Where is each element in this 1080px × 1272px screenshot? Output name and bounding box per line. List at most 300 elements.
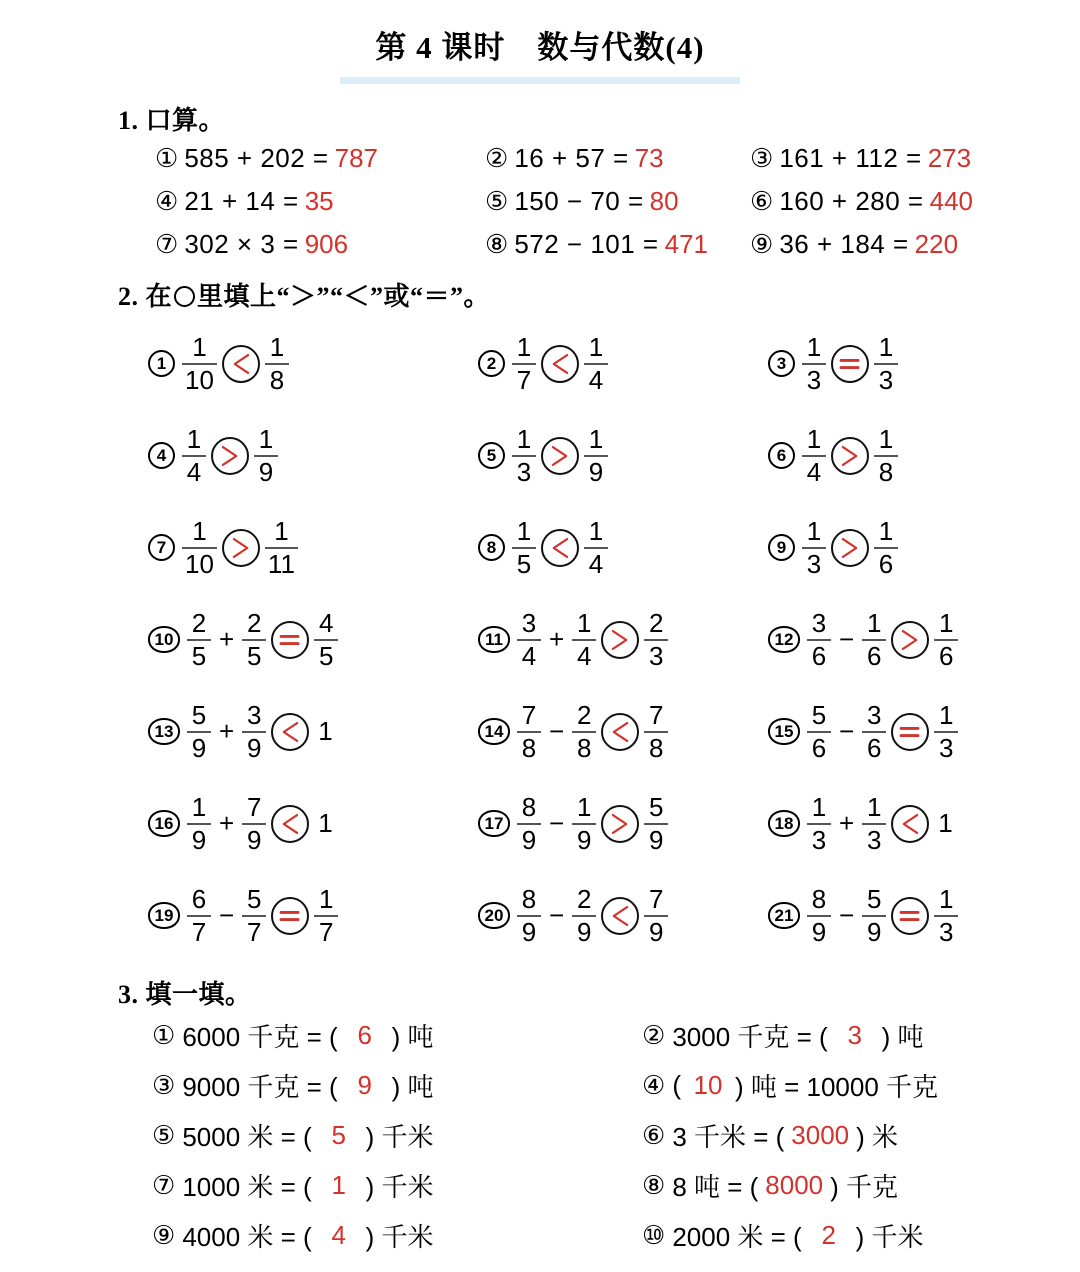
item-index: 5 xyxy=(478,442,505,469)
comparison-answer-circle[interactable] xyxy=(831,529,869,567)
oral-calc-answer[interactable]: 440 xyxy=(929,186,974,216)
fraction-denominator: 3 xyxy=(516,456,532,487)
fill-blank-answer[interactable]: 3 xyxy=(847,1020,862,1050)
compare-item xyxy=(768,781,1080,866)
fraction xyxy=(862,607,886,671)
fraction-numerator: 1 xyxy=(811,791,827,822)
operator-symbol: + xyxy=(549,624,565,654)
compare-item xyxy=(148,781,478,866)
fraction-denominator: 5 xyxy=(191,640,207,671)
fraction xyxy=(802,331,826,395)
fill-blank-prefix: 8 吨 = ( xyxy=(672,1172,759,1202)
fraction-denominator: 9 xyxy=(521,916,537,947)
fraction-numerator: 1 xyxy=(191,791,207,822)
compare-item xyxy=(768,873,1080,958)
fraction xyxy=(934,607,958,671)
fill-blank-item xyxy=(642,1017,1080,1054)
fill-blank-answer[interactable]: 1 xyxy=(331,1170,346,1200)
fraction-numerator: 1 xyxy=(878,423,894,454)
fraction-denominator: 4 xyxy=(588,548,604,579)
fraction-numerator: 1 xyxy=(866,791,882,822)
fraction-numerator: 1 xyxy=(258,423,274,454)
fraction-denominator: 8 xyxy=(878,456,894,487)
item-index: 2 xyxy=(478,350,505,377)
fraction-numerator: 1 xyxy=(186,423,202,454)
compare-item xyxy=(768,597,1080,682)
fraction-denominator: 11 xyxy=(267,548,295,579)
comparison-sign-equals-icon xyxy=(893,715,927,749)
section-heading-oral-calc: 1. 口算。 xyxy=(118,106,226,135)
oral-calc-expression: 160 + 280 = xyxy=(779,186,924,216)
fraction xyxy=(187,883,211,947)
fraction xyxy=(874,423,898,487)
operator-symbol: + xyxy=(219,716,235,746)
fraction-numerator: 5 xyxy=(866,883,882,914)
compare-item xyxy=(478,505,768,590)
fraction xyxy=(242,607,266,671)
fraction-denominator: 9 xyxy=(521,824,537,855)
fraction-numerator: 1 xyxy=(576,607,592,638)
comparison-answer-circle[interactable] xyxy=(831,345,869,383)
page-header xyxy=(0,0,1080,84)
comparison-sign-greater-than-icon xyxy=(603,807,637,841)
fraction xyxy=(572,699,596,763)
fraction xyxy=(862,883,886,947)
title-underline-rule xyxy=(340,77,740,84)
fill-blank-answer[interactable]: 10 xyxy=(693,1070,723,1100)
comparison-answer-circle[interactable] xyxy=(601,897,639,935)
fraction-numerator: 1 xyxy=(318,883,334,914)
comparison-sign-less-than-icon xyxy=(603,899,637,933)
fill-blank-field[interactable] xyxy=(345,1070,385,1101)
fill-blank-grid xyxy=(152,1017,1080,1254)
oral-calc-item xyxy=(750,186,1080,217)
comparison-answer-circle[interactable] xyxy=(271,897,309,935)
fraction-denominator: 6 xyxy=(866,640,882,671)
compare-item xyxy=(478,413,768,498)
comparison-answer-circle[interactable] xyxy=(271,621,309,659)
fraction xyxy=(934,883,958,947)
operator-symbol: + xyxy=(219,808,235,838)
fraction-denominator: 8 xyxy=(576,732,592,763)
fraction-denominator: 3 xyxy=(878,364,894,395)
compare-item xyxy=(768,689,1080,774)
item-index: ⑧ xyxy=(642,1170,666,1200)
fraction xyxy=(182,331,217,395)
oral-calc-expression: 36 + 184 = xyxy=(779,229,909,259)
item-index: 20 xyxy=(478,902,510,929)
fill-blank-field[interactable] xyxy=(319,1120,359,1151)
item-index: 16 xyxy=(148,810,180,837)
item-index: ⑥ xyxy=(642,1120,666,1150)
comparison-answer-circle[interactable] xyxy=(222,345,260,383)
item-index: ④ xyxy=(155,186,179,216)
oral-calc-answer[interactable]: 220 xyxy=(914,229,959,259)
comparison-answer-circle[interactable] xyxy=(891,897,929,935)
fraction-numerator: 4 xyxy=(318,607,334,638)
item-index: 10 xyxy=(148,626,180,653)
comparison-sign-greater-than-icon xyxy=(833,439,867,473)
fraction xyxy=(265,331,289,395)
fraction-denominator: 9 xyxy=(588,456,604,487)
fraction xyxy=(584,423,608,487)
fraction-denominator: 9 xyxy=(576,824,592,855)
fraction-denominator: 4 xyxy=(588,364,604,395)
fraction-denominator: 4 xyxy=(576,640,592,671)
page-title: 第 4 课时 数与代数(4) xyxy=(375,30,705,65)
comparison-sign-greater-than-icon xyxy=(603,623,637,657)
fraction-numerator: 1 xyxy=(192,331,207,362)
comparison-sign-less-than-icon xyxy=(603,715,637,749)
fraction xyxy=(862,699,886,763)
fraction-numerator: 1 xyxy=(938,883,954,914)
fraction-denominator: 9 xyxy=(866,916,882,947)
fraction-numerator: 1 xyxy=(269,331,285,362)
fill-blank-answer[interactable]: 9 xyxy=(357,1070,372,1100)
fraction-denominator: 10 xyxy=(185,548,214,579)
comparison-sign-greater-than-icon xyxy=(543,439,577,473)
section-heading-fill-blank: 3. 填一填。 xyxy=(118,980,252,1009)
fraction xyxy=(512,331,536,395)
fill-blank-field[interactable] xyxy=(765,1170,823,1201)
fraction-numerator: 1 xyxy=(588,515,604,546)
fraction-denominator: 5 xyxy=(516,548,532,579)
fraction-denominator: 3 xyxy=(866,824,882,855)
fraction-numerator: 2 xyxy=(576,883,592,914)
compare-item xyxy=(768,321,1080,406)
fraction-numerator: 1 xyxy=(576,791,592,822)
fraction-denominator: 10 xyxy=(185,364,214,395)
oral-calc-answer[interactable]: 471 xyxy=(664,229,709,259)
fill-blank-answer[interactable]: 3000 xyxy=(791,1120,850,1150)
fill-blank-item xyxy=(642,1067,1080,1104)
fill-blank-prefix: 9000 千克 = ( xyxy=(182,1072,338,1102)
fill-blank-answer[interactable]: 8000 xyxy=(765,1170,824,1200)
comparison-answer-circle[interactable] xyxy=(891,621,929,659)
oral-calc-item xyxy=(750,143,1080,174)
compare-item xyxy=(478,597,768,682)
fraction-numerator: 7 xyxy=(246,791,262,822)
comparison-answer-circle[interactable] xyxy=(271,713,309,751)
fraction-numerator: 1 xyxy=(516,423,532,454)
fraction xyxy=(187,699,211,763)
item-index: 13 xyxy=(148,718,180,745)
compare-item xyxy=(478,689,768,774)
fraction-denominator: 7 xyxy=(318,916,334,947)
comparison-answer-circle[interactable] xyxy=(601,713,639,751)
fill-blank-suffix: ) 千米 xyxy=(365,1222,434,1252)
compare-item xyxy=(148,873,478,958)
fill-blank-field[interactable] xyxy=(835,1020,875,1051)
fraction-denominator: 6 xyxy=(938,640,954,671)
fraction-denominator: 4 xyxy=(186,456,202,487)
comparison-answer-circle[interactable] xyxy=(222,529,260,567)
comparison-answer-circle[interactable] xyxy=(271,805,309,843)
fraction-numerator: 6 xyxy=(191,883,207,914)
comparison-answer-circle[interactable] xyxy=(891,713,929,751)
fill-blank-field[interactable] xyxy=(319,1220,359,1251)
comparison-sign-less-than-icon xyxy=(224,347,258,381)
fraction xyxy=(512,515,536,579)
compare-item xyxy=(148,505,478,590)
fill-blank-item xyxy=(152,1217,642,1254)
comparison-sign-equals-icon xyxy=(833,347,867,381)
fill-blank-answer[interactable]: 2 xyxy=(821,1220,836,1250)
fraction-denominator: 4 xyxy=(521,640,537,671)
operator-symbol: − xyxy=(549,900,565,930)
comparison-answer-circle[interactable] xyxy=(541,437,579,475)
fill-blank-prefix: 1000 米 = ( xyxy=(182,1172,312,1202)
whole-number: 1 xyxy=(318,716,333,746)
oral-calc-item xyxy=(485,143,750,174)
fraction-numerator: 1 xyxy=(588,423,604,454)
fraction xyxy=(644,883,668,947)
oral-calc-item xyxy=(155,229,485,260)
fill-blank-answer[interactable]: 4 xyxy=(331,1220,346,1250)
fraction-numerator: 7 xyxy=(648,883,664,914)
fraction-denominator: 8 xyxy=(521,732,537,763)
oral-calc-answer[interactable]: 73 xyxy=(634,143,664,173)
fill-blank-item xyxy=(152,1017,642,1054)
fraction-denominator: 6 xyxy=(811,640,827,671)
item-index: 7 xyxy=(148,534,175,561)
fraction xyxy=(182,515,217,579)
fill-blank-item xyxy=(152,1067,642,1104)
fill-blank-suffix: ) 米 xyxy=(856,1122,899,1152)
oral-calc-item xyxy=(155,143,485,174)
oral-calc-expression: 21 + 14 = xyxy=(184,186,299,216)
fraction xyxy=(572,607,596,671)
fraction-denominator: 3 xyxy=(811,824,827,855)
oral-calc-answer[interactable]: 787 xyxy=(334,143,379,173)
comparison-sign-greater-than-icon xyxy=(224,531,258,565)
comparison-sign-greater-than-icon xyxy=(213,439,247,473)
fraction-numerator: 7 xyxy=(648,699,664,730)
compare-item xyxy=(768,505,1080,590)
fraction xyxy=(807,699,831,763)
fraction xyxy=(517,791,541,855)
fill-blank-field[interactable] xyxy=(345,1020,385,1051)
fill-blank-field[interactable] xyxy=(688,1070,728,1101)
fill-blank-prefix: 3 千米 = ( xyxy=(672,1122,785,1152)
item-index: ⑧ xyxy=(485,229,509,259)
oral-calc-expression: 16 + 57 = xyxy=(514,143,629,173)
fraction-numerator: 5 xyxy=(246,883,262,914)
fraction-numerator: 2 xyxy=(246,607,262,638)
fraction-denominator: 5 xyxy=(318,640,334,671)
fraction-denominator: 7 xyxy=(191,916,207,947)
fraction-numerator: 5 xyxy=(648,791,664,822)
comparison-sign-greater-than-icon xyxy=(833,531,867,565)
whole-number: 1 xyxy=(938,808,953,838)
item-index: ③ xyxy=(750,143,774,173)
fraction xyxy=(254,423,278,487)
oral-calc-expression: 585 + 202 = xyxy=(184,143,329,173)
oral-calc-item xyxy=(485,229,750,260)
fill-blank-suffix: ) 吨 xyxy=(391,1022,434,1052)
fraction-numerator: 1 xyxy=(806,423,822,454)
comparison-sign-equals-icon xyxy=(273,623,307,657)
fraction xyxy=(242,791,266,855)
fill-blank-suffix: ) 千米 xyxy=(365,1172,434,1202)
item-index: ① xyxy=(155,143,179,173)
fraction-numerator: 3 xyxy=(246,699,262,730)
fill-blank-field[interactable] xyxy=(809,1220,849,1251)
comparison-answer-circle[interactable] xyxy=(891,805,929,843)
fraction-numerator: 1 xyxy=(866,607,882,638)
item-index: ② xyxy=(485,143,509,173)
fraction-denominator: 6 xyxy=(878,548,894,579)
fill-blank-item xyxy=(642,1167,1080,1204)
fraction-denominator: 9 xyxy=(811,916,827,947)
item-index: ① xyxy=(152,1020,176,1050)
fraction xyxy=(517,883,541,947)
fraction xyxy=(874,331,898,395)
fraction-numerator: 1 xyxy=(938,699,954,730)
item-index: 12 xyxy=(768,626,800,653)
whole-number: 1 xyxy=(318,808,333,838)
comparison-answer-circle[interactable] xyxy=(541,345,579,383)
fraction-numerator: 8 xyxy=(521,883,537,914)
fraction-numerator: 3 xyxy=(811,607,827,638)
fraction-denominator: 9 xyxy=(191,824,207,855)
fraction-denominator: 7 xyxy=(246,916,262,947)
fraction-denominator: 6 xyxy=(811,732,827,763)
fill-blank-item xyxy=(642,1117,1080,1154)
fraction-numerator: 1 xyxy=(806,515,822,546)
item-index: 1 xyxy=(148,350,175,377)
item-index: 19 xyxy=(148,902,180,929)
fraction-numerator: 5 xyxy=(191,699,207,730)
comparison-answer-circle[interactable] xyxy=(211,437,249,475)
fraction xyxy=(934,699,958,763)
fill-blank-prefix: 6000 千克 = ( xyxy=(182,1022,338,1052)
item-index: 18 xyxy=(768,810,800,837)
fill-blank-field[interactable] xyxy=(319,1170,359,1201)
fraction xyxy=(644,699,668,763)
fraction-numerator: 1 xyxy=(878,331,894,362)
operator-symbol: + xyxy=(839,808,855,838)
fraction xyxy=(802,423,826,487)
fraction xyxy=(807,791,831,855)
fill-blank-suffix: ) 吨 = 10000 千克 xyxy=(734,1072,939,1102)
fraction-denominator: 3 xyxy=(648,640,664,671)
oral-calc-answer[interactable]: 906 xyxy=(304,229,349,259)
fraction xyxy=(584,515,608,579)
item-index: ⑦ xyxy=(152,1170,176,1200)
fraction-numerator: 2 xyxy=(648,607,664,638)
compare-grid xyxy=(148,321,1080,958)
fill-blank-prefix: 4000 米 = ( xyxy=(182,1222,312,1252)
comparison-answer-circle[interactable] xyxy=(831,437,869,475)
oral-calc-item xyxy=(485,186,750,217)
fill-blank-suffix: ) 吨 xyxy=(881,1022,924,1052)
fraction-numerator: 5 xyxy=(811,699,827,730)
fraction xyxy=(874,515,898,579)
comparison-sign-less-than-icon xyxy=(273,715,307,749)
oral-calc-item xyxy=(750,229,1080,260)
fraction-denominator: 9 xyxy=(576,916,592,947)
fill-blank-answer[interactable]: 6 xyxy=(357,1020,372,1050)
fill-blank-suffix: ) 千米 xyxy=(855,1222,924,1252)
item-index: ② xyxy=(642,1020,666,1050)
compare-heading-part-a: 2. 在 xyxy=(118,282,173,311)
compare-item xyxy=(148,321,478,406)
oral-calc-item xyxy=(155,186,485,217)
oral-calc-expression: 150 − 70 = xyxy=(514,186,644,216)
oral-calc-expression: 302 × 3 = xyxy=(184,229,299,259)
fraction-numerator: 1 xyxy=(192,515,207,546)
fraction-denominator: 5 xyxy=(246,640,262,671)
fraction-numerator: 1 xyxy=(516,515,532,546)
fraction-denominator: 3 xyxy=(938,916,954,947)
oral-calc-expression: 161 + 112 = xyxy=(779,143,922,173)
oral-calc-grid xyxy=(155,143,1080,260)
fraction-denominator: 9 xyxy=(648,824,664,855)
item-index: ③ xyxy=(152,1070,176,1100)
item-index: ⑩ xyxy=(642,1220,666,1250)
compare-item xyxy=(148,597,478,682)
fraction-numerator: 1 xyxy=(588,331,604,362)
comparison-answer-circle[interactable] xyxy=(601,805,639,843)
item-index: ⑤ xyxy=(485,186,509,216)
fill-blank-item xyxy=(152,1117,642,1154)
fraction xyxy=(644,791,668,855)
compare-item xyxy=(478,873,768,958)
fraction xyxy=(242,883,266,947)
fraction xyxy=(314,607,338,671)
fraction xyxy=(584,331,608,395)
fill-blank-suffix: ) 千米 xyxy=(365,1122,434,1152)
comparison-answer-circle[interactable] xyxy=(601,621,639,659)
comparison-sign-less-than-icon xyxy=(273,807,307,841)
comparison-answer-circle[interactable] xyxy=(541,529,579,567)
fraction xyxy=(644,607,668,671)
fraction-denominator: 9 xyxy=(191,732,207,763)
oral-calc-answer[interactable]: 80 xyxy=(649,186,679,216)
fraction-numerator: 2 xyxy=(191,607,207,638)
comparison-sign-equals-icon xyxy=(893,899,927,933)
item-index: ⑥ xyxy=(750,186,774,216)
fraction-numerator: 3 xyxy=(521,607,537,638)
fraction-numerator: 1 xyxy=(938,607,954,638)
item-index: 15 xyxy=(768,718,800,745)
fill-blank-field[interactable] xyxy=(791,1120,849,1151)
fraction xyxy=(242,699,266,763)
section-heading-compare xyxy=(118,276,1080,313)
oral-calc-answer[interactable]: 35 xyxy=(304,186,334,216)
operator-symbol: − xyxy=(219,900,235,930)
circle-glyph-icon xyxy=(174,286,195,307)
fraction-denominator: 7 xyxy=(516,364,532,395)
item-index: 11 xyxy=(478,626,510,653)
fill-blank-item xyxy=(642,1217,1080,1254)
fraction-denominator: 9 xyxy=(258,456,274,487)
oral-calc-expression: 572 − 101 = xyxy=(514,229,659,259)
fill-blank-answer[interactable]: 5 xyxy=(331,1120,346,1150)
item-index: ⑨ xyxy=(152,1220,176,1250)
fill-blank-item xyxy=(152,1167,642,1204)
oral-calc-answer[interactable]: 273 xyxy=(927,143,972,173)
item-index: 8 xyxy=(478,534,505,561)
fill-blank-prefix: 2000 米 = ( xyxy=(672,1222,802,1252)
comparison-sign-less-than-icon xyxy=(543,347,577,381)
fraction xyxy=(862,791,886,855)
fraction xyxy=(314,883,338,947)
compare-item xyxy=(768,413,1080,498)
operator-symbol: − xyxy=(839,900,855,930)
fraction-numerator: 1 xyxy=(516,331,532,362)
